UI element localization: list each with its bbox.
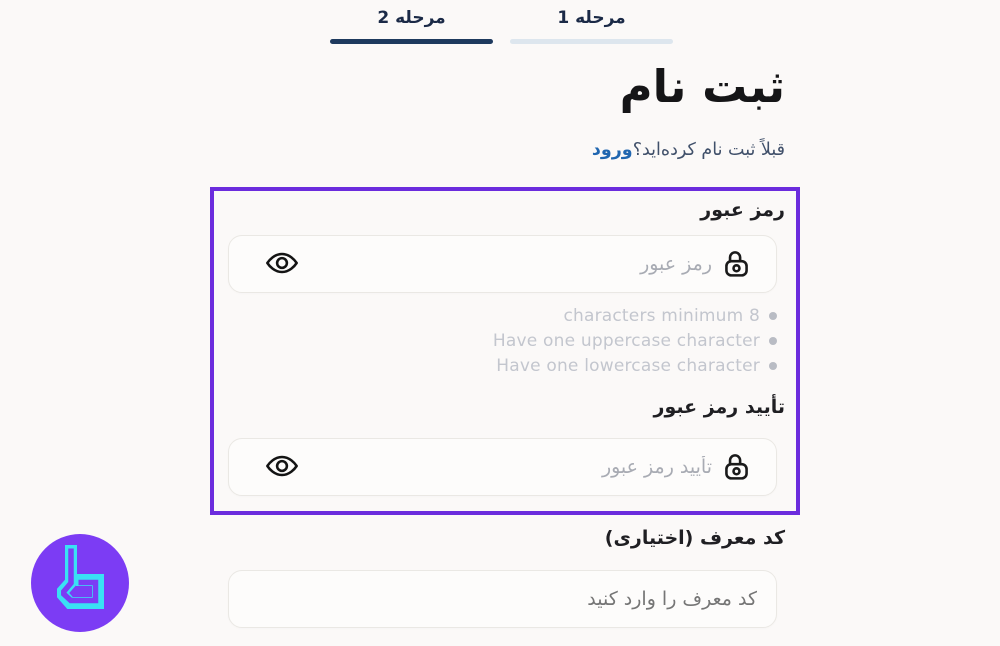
bullet-dot-icon (769, 337, 777, 345)
password-input[interactable] (229, 236, 776, 292)
step-1-label: مرحله 1 (557, 8, 626, 28)
step-2-label: مرحله 2 (377, 8, 446, 28)
toggle-confirm-password-visibility-button[interactable] (265, 452, 299, 482)
referral-code-label: کد معرف (اختیاری) (604, 527, 785, 549)
referral-code-field (228, 570, 777, 628)
hint-text: Have one lowercase character (496, 355, 760, 376)
hint-lowercase (234, 353, 777, 378)
login-prompt-row (592, 140, 785, 160)
brand-logo[interactable] (30, 533, 130, 633)
password-hints (234, 303, 777, 378)
toggle-password-visibility-button[interactable] (265, 249, 299, 279)
confirm-password-field (228, 438, 777, 496)
tab-step-2[interactable] (330, 8, 493, 44)
password-field (228, 235, 777, 293)
bullet-dot-icon (769, 312, 777, 320)
password-label: رمز عبور (700, 199, 785, 221)
step-tabs (330, 8, 673, 44)
hint-uppercase (234, 328, 777, 353)
referral-code-input[interactable] (229, 571, 776, 627)
eye-icon (265, 249, 299, 280)
page-title: ثبت نام (619, 60, 785, 113)
login-prompt-text: قبلاً ثبت نام کرده‌اید؟ (632, 140, 785, 160)
step-1-indicator-bar (510, 39, 673, 44)
step-2-indicator-bar (330, 39, 493, 44)
hint-min-characters (234, 303, 777, 328)
eye-icon (265, 452, 299, 483)
confirm-password-label: تأیید رمز عبور (653, 396, 785, 418)
bullet-dot-icon (769, 362, 777, 370)
brand-logo-icon (30, 533, 130, 633)
hint-text: Have one uppercase character (492, 330, 760, 351)
tab-step-1[interactable] (510, 8, 673, 44)
hint-text: characters minimum 8 (563, 305, 760, 326)
login-link[interactable]: ورود (591, 140, 633, 160)
confirm-password-input[interactable] (229, 439, 776, 495)
password-section-highlight-box (210, 187, 800, 515)
